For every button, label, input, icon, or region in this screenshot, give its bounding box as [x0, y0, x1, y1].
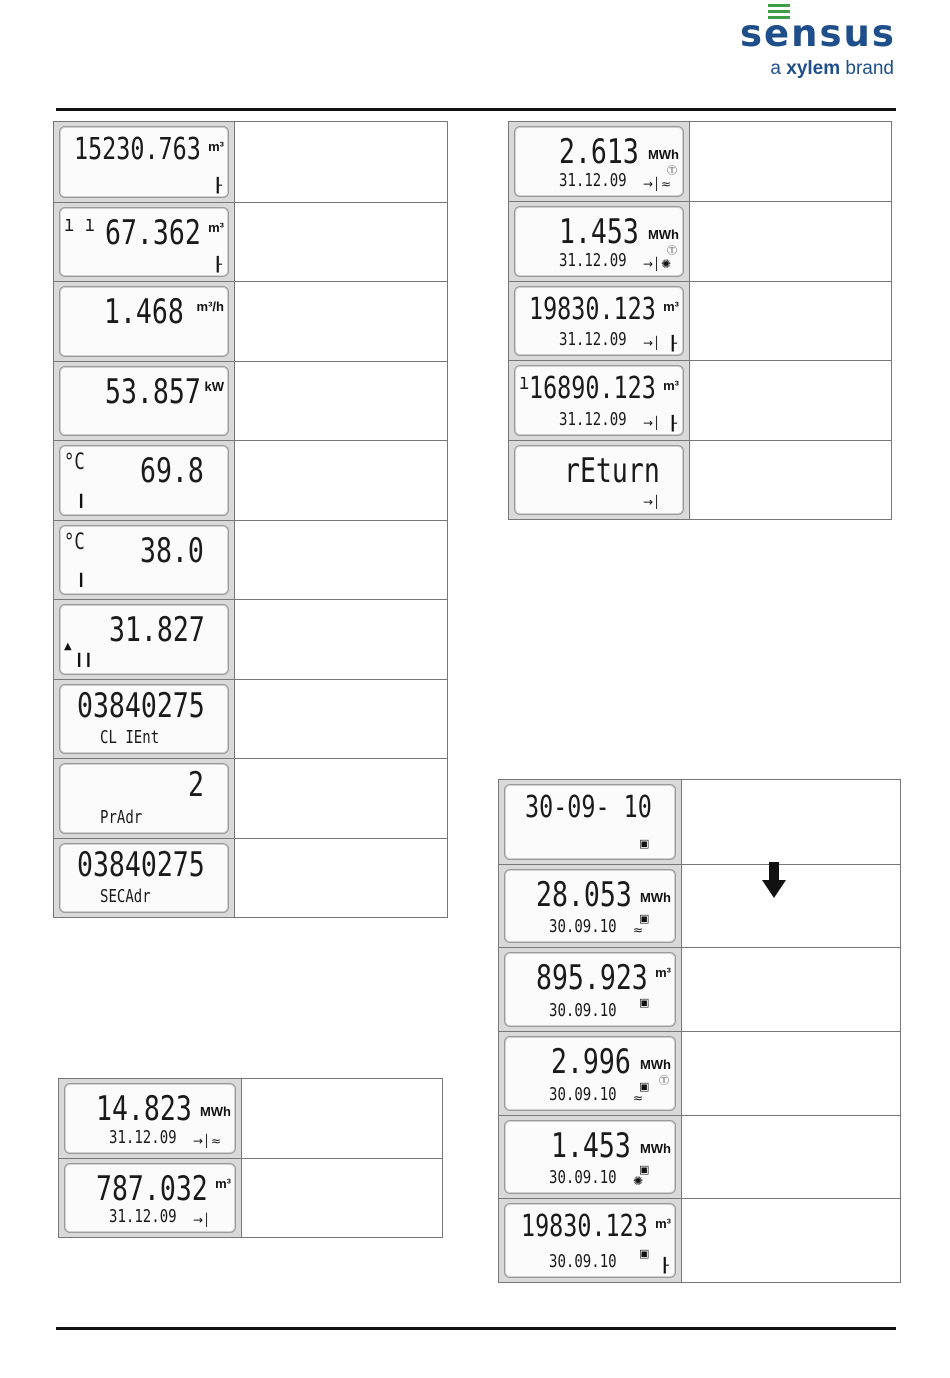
display-cell — [54, 441, 235, 520]
lcd-main-value: 2.613 — [559, 132, 640, 172]
lcd-display — [59, 207, 229, 278]
lcd-main-value: 30-09- 10 — [524, 790, 652, 825]
table-row — [54, 202, 447, 282]
thermometer-icon: ▎ — [80, 493, 90, 508]
lcd-main-value: 19830.123 — [520, 1209, 648, 1245]
lcd-unit: kW — [204, 378, 224, 394]
lcd-display — [514, 206, 684, 276]
description-cell — [690, 361, 891, 439]
description-cell — [242, 1079, 442, 1158]
arrow-icon: →│ — [643, 494, 661, 509]
lcd-display — [59, 445, 229, 516]
lcd-unit: m³ — [655, 1216, 671, 1232]
display-cell — [59, 1079, 242, 1158]
lcd-sub-value: 30.09.10 — [549, 916, 617, 938]
lcd-unit: m³/h — [196, 299, 224, 314]
lcd-sub-value: 31.12.09 — [559, 408, 627, 430]
lcd-display — [514, 286, 684, 356]
table-row — [499, 1198, 900, 1282]
lcd-display — [59, 126, 229, 198]
description-cell — [235, 600, 447, 679]
table-row — [54, 599, 447, 679]
delta-icon: ▲ — [64, 640, 72, 652]
heat-icon: ≈ — [661, 177, 672, 192]
header-rule — [56, 108, 896, 111]
description-cell — [235, 362, 447, 441]
logo-tagline: a xylem brand — [770, 58, 894, 79]
logo-wordmark: sensus — [740, 12, 896, 55]
lcd-unit: MWh — [639, 1140, 671, 1156]
lcd-sub-value: 31.12.09 — [109, 1127, 177, 1148]
tap-icon: ┠ — [213, 257, 222, 273]
description-cell — [235, 441, 447, 520]
lcd-display — [59, 525, 229, 596]
table-row — [54, 281, 447, 361]
table-row — [59, 1079, 442, 1158]
lcd-sub-value: 30.09.10 — [549, 1167, 617, 1189]
display-cell — [54, 600, 235, 679]
lcd-main-value: 03840275 — [76, 844, 205, 885]
lcd-display — [64, 1083, 236, 1154]
display-cell — [499, 1199, 682, 1282]
description-cell — [682, 948, 900, 1031]
table-row — [499, 1031, 900, 1115]
memory-icon: ▣ — [639, 1079, 650, 1093]
description-cell — [690, 122, 891, 201]
table-row — [509, 281, 891, 360]
heat-icon: ≈ — [633, 923, 644, 938]
lcd-main-value: rEturn — [563, 450, 660, 491]
tap-icon: ┠ — [213, 177, 222, 194]
display-cell — [499, 1116, 682, 1199]
display-cell — [54, 839, 235, 918]
lcd-main-value: 28.053 — [535, 874, 632, 915]
lcd-sub-value: 30.09.10 — [549, 999, 617, 1021]
lcd-main-value: 1.468 — [104, 292, 185, 332]
lcd-display — [504, 952, 676, 1027]
description-cell — [682, 865, 900, 948]
display-cell — [509, 122, 690, 201]
lcd-main-value: 31.827 — [108, 610, 205, 650]
table-row — [499, 947, 900, 1031]
table-row — [54, 440, 447, 520]
lcd-unit: MWh — [639, 1057, 671, 1072]
lcd-display — [59, 604, 229, 675]
table-row — [54, 838, 447, 918]
table-row — [509, 440, 891, 519]
arrow-icon: →│ — [643, 256, 661, 271]
lcd-unit: MWh — [639, 889, 671, 905]
description-cell — [235, 203, 447, 282]
lcd-unit: m³ — [663, 298, 679, 314]
display-cell — [54, 122, 235, 202]
lcd-display — [64, 1163, 236, 1233]
lcd-main-value: 38.0 — [140, 530, 205, 571]
arrow-icon: →│ — [643, 415, 661, 430]
tap-icon: ┠ — [660, 1257, 669, 1274]
thermometer-icon: ▎ — [80, 573, 90, 587]
lcd-main-value: 2 — [188, 765, 205, 805]
lcd-sub-value: 30.09.10 — [549, 1083, 617, 1105]
lcd-main-value: 1.453 — [559, 212, 640, 253]
lcd-prefix: °C — [64, 450, 85, 475]
tap-icon: ┠ — [668, 415, 677, 432]
heat-icon: ≈ — [633, 1090, 644, 1105]
description-cell — [235, 122, 447, 202]
description-cell — [235, 680, 447, 759]
lcd-unit: MWh — [647, 147, 679, 162]
memory-icon: ▣ — [639, 1163, 650, 1177]
cool-icon: ✺ — [633, 1174, 644, 1189]
display-cell — [499, 1032, 682, 1115]
lcd-sub-value: 31.12.09 — [109, 1206, 177, 1227]
lcd-display — [504, 869, 676, 944]
memory-icon: ▣ — [639, 836, 650, 850]
tariff-icon: Ⓣ — [667, 166, 677, 177]
left-bottom-display-table — [58, 1078, 443, 1238]
left-display-table — [53, 121, 448, 918]
description-cell — [690, 441, 891, 519]
arrow-icon: →│ — [643, 177, 661, 192]
lcd-sub-value: 31.12.09 — [559, 249, 627, 271]
lcd-sub-value: 31.12.09 — [559, 329, 627, 351]
table-row — [509, 360, 891, 439]
tap-icon: ┠ — [668, 336, 677, 353]
footer-rule — [56, 1327, 896, 1330]
display-cell — [54, 203, 235, 282]
arrow-icon: →│ — [643, 336, 661, 351]
lcd-main-value: 69.8 — [140, 451, 205, 491]
table-row — [54, 122, 447, 202]
display-cell — [54, 759, 235, 838]
memory-icon: ▣ — [639, 1246, 650, 1260]
description-cell — [682, 1116, 900, 1199]
lcd-display — [504, 1036, 676, 1111]
lcd-display — [59, 763, 229, 834]
display-cell — [54, 282, 235, 361]
lcd-prefix: ı — [519, 370, 530, 396]
tariff-icon: Ⓣ — [659, 1076, 669, 1087]
description-cell — [690, 202, 891, 280]
lcd-display — [59, 684, 229, 755]
display-cell — [499, 865, 682, 948]
lcd-main-value: 16890.123 — [528, 371, 656, 407]
description-cell — [682, 1199, 900, 1282]
lcd-unit: m³ — [663, 378, 679, 394]
display-cell — [54, 521, 235, 600]
cool-icon: ✺ — [661, 256, 672, 271]
lcd-unit: m³ — [215, 1176, 231, 1191]
description-cell — [235, 521, 447, 600]
table-row — [509, 201, 891, 280]
lcd-display — [59, 843, 229, 914]
lcd-display — [514, 365, 684, 435]
table-row — [54, 520, 447, 600]
display-cell — [59, 1159, 242, 1237]
lcd-display — [514, 126, 684, 197]
lcd-unit: MWh — [199, 1104, 231, 1119]
description-cell — [235, 759, 447, 838]
lcd-display — [504, 784, 676, 860]
lcd-main-value: 14.823 — [95, 1089, 192, 1129]
description-cell — [682, 1032, 900, 1115]
display-cell — [509, 202, 690, 280]
lcd-main-value: 03840275 — [76, 685, 205, 726]
lcd-main-value: 53.857 — [104, 371, 201, 412]
sensus-logo — [738, 2, 898, 82]
right-display-table — [508, 121, 892, 520]
display-cell — [499, 948, 682, 1031]
down-arrow-icon — [762, 862, 786, 898]
display-cell — [499, 780, 682, 864]
description-cell — [242, 1159, 442, 1237]
table-row — [54, 679, 447, 759]
lcd-prefix: °C — [64, 529, 85, 555]
lcd-display — [59, 366, 229, 437]
table-row — [499, 1115, 900, 1199]
arrow-icon: →│ — [193, 1134, 211, 1148]
lcd-unit: m³ — [655, 965, 671, 981]
lcd-main-value: 15230.763 — [73, 132, 201, 167]
lcd-unit: m³ — [208, 219, 224, 235]
lcd-sub-value: CL IEnt — [100, 727, 160, 748]
lcd-display — [504, 1120, 676, 1195]
memory-icon: ▣ — [639, 995, 650, 1009]
lcd-prefix: ı ı — [64, 211, 96, 237]
lcd-main-value: 895.923 — [535, 958, 648, 999]
right-bottom-display-table — [498, 779, 901, 1283]
lcd-main-value: 19830.123 — [528, 291, 656, 327]
thermometer-pair-icon: ▎▎ — [78, 652, 97, 667]
display-cell — [509, 361, 690, 439]
lcd-main-value: 2.996 — [551, 1042, 632, 1082]
lcd-sub-value: SECAdr — [100, 886, 151, 907]
lcd-sub-value: PrAdr — [100, 806, 143, 828]
lcd-sub-value: 31.12.09 — [559, 170, 627, 192]
lcd-display — [514, 445, 684, 515]
lcd-sub-value: 30.09.10 — [549, 1250, 617, 1272]
description-cell — [682, 780, 900, 864]
lcd-unit: MWh — [647, 227, 679, 243]
lcd-main-value: 787.032 — [95, 1169, 208, 1209]
table-row — [54, 361, 447, 441]
lcd-unit: m³ — [208, 139, 224, 154]
arrow-icon: →│ — [193, 1213, 211, 1227]
description-cell — [235, 839, 447, 918]
table-row — [509, 122, 891, 201]
lcd-main-value: 1.453 — [551, 1125, 632, 1166]
lcd-main-value: 67.362 — [104, 212, 201, 253]
heat-icon: ≈ — [211, 1134, 222, 1148]
display-cell — [509, 282, 690, 360]
table-row — [59, 1158, 442, 1237]
description-cell — [235, 282, 447, 361]
display-cell — [54, 362, 235, 441]
lcd-display — [59, 286, 229, 357]
description-cell — [690, 282, 891, 360]
table-row — [499, 864, 900, 948]
tariff-icon: Ⓣ — [667, 246, 677, 258]
lcd-display — [504, 1203, 676, 1278]
display-cell — [509, 441, 690, 519]
table-row — [499, 780, 900, 864]
table-row — [54, 758, 447, 838]
memory-icon: ▣ — [639, 912, 650, 926]
display-cell — [54, 680, 235, 759]
